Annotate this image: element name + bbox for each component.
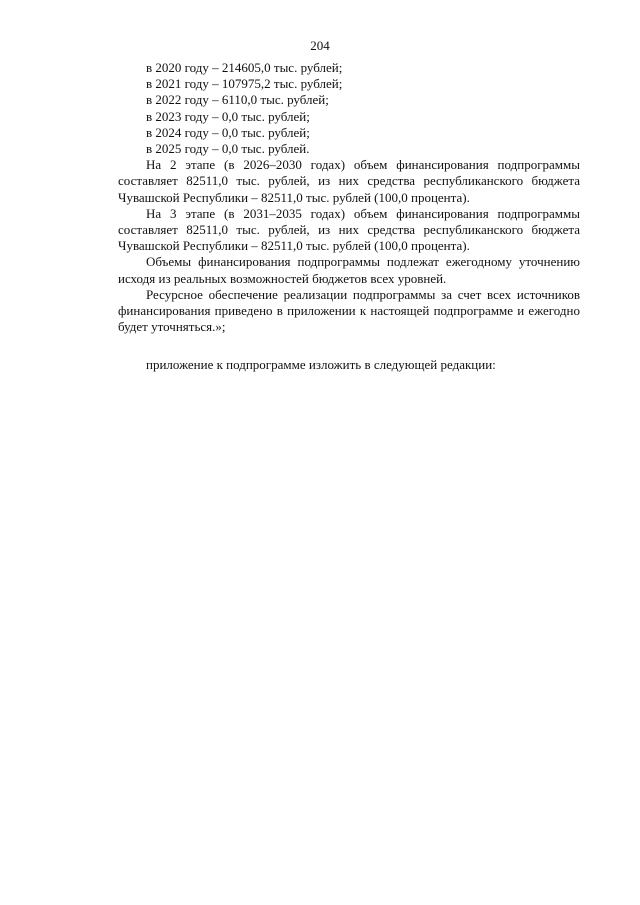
stage-3-paragraph: На 3 этапе (в 2031–2035 годах) объем финансирования подпрограммы составляет 82511,0 тыс. рублей, из них средства республиканского бюджета Чувашской Республики – 82511,0 тыс. рублей (100,0 процента). — [118, 205, 580, 254]
resource-provision-paragraph: Ресурсное обеспечение реализации подпрограммы за счет всех источников финансирования приведено в приложении к настоящей подпрограмме и ежегодно будет уточняться.»; — [118, 286, 580, 335]
funding-year-2022: в 2022 году – 6110,0 тыс. рублей; — [146, 92, 329, 108]
page-number: 204 — [310, 38, 330, 53]
funding-year-2024: в 2024 году – 0,0 тыс. рублей; — [146, 124, 310, 140]
document-body — [118, 60, 580, 374]
funding-year-2020: в 2020 году – 214605,0 тыс. рублей; — [146, 60, 343, 75]
closing-line: приложение к подпрограмме изложить в следующей редакции: — [146, 357, 496, 373]
funding-year-2021: в 2021 году – 107975,2 тыс. рублей; — [146, 76, 343, 92]
stage-2-paragraph: На 2 этапе (в 2026–2030 годах) объем финансирования подпрограммы составляет 82511,0 тыс. рублей, из них средства республиканского бюджета Чувашской Республики – 82511,0 тыс. рублей (100,0 процента). — [118, 157, 580, 205]
funding-year-2025: в 2025 году – 0,0 тыс. рублей. — [146, 141, 310, 157]
funding-adjustment-paragraph: Объемы финансирования подпрограммы подлежат ежегодному уточнению исходя из реальных возможностей бюджетов всех уровней. — [118, 254, 580, 286]
paragraph-gap — [118, 335, 580, 357]
funding-year-2023: в 2023 году – 0,0 тыс. рублей; — [146, 108, 310, 124]
